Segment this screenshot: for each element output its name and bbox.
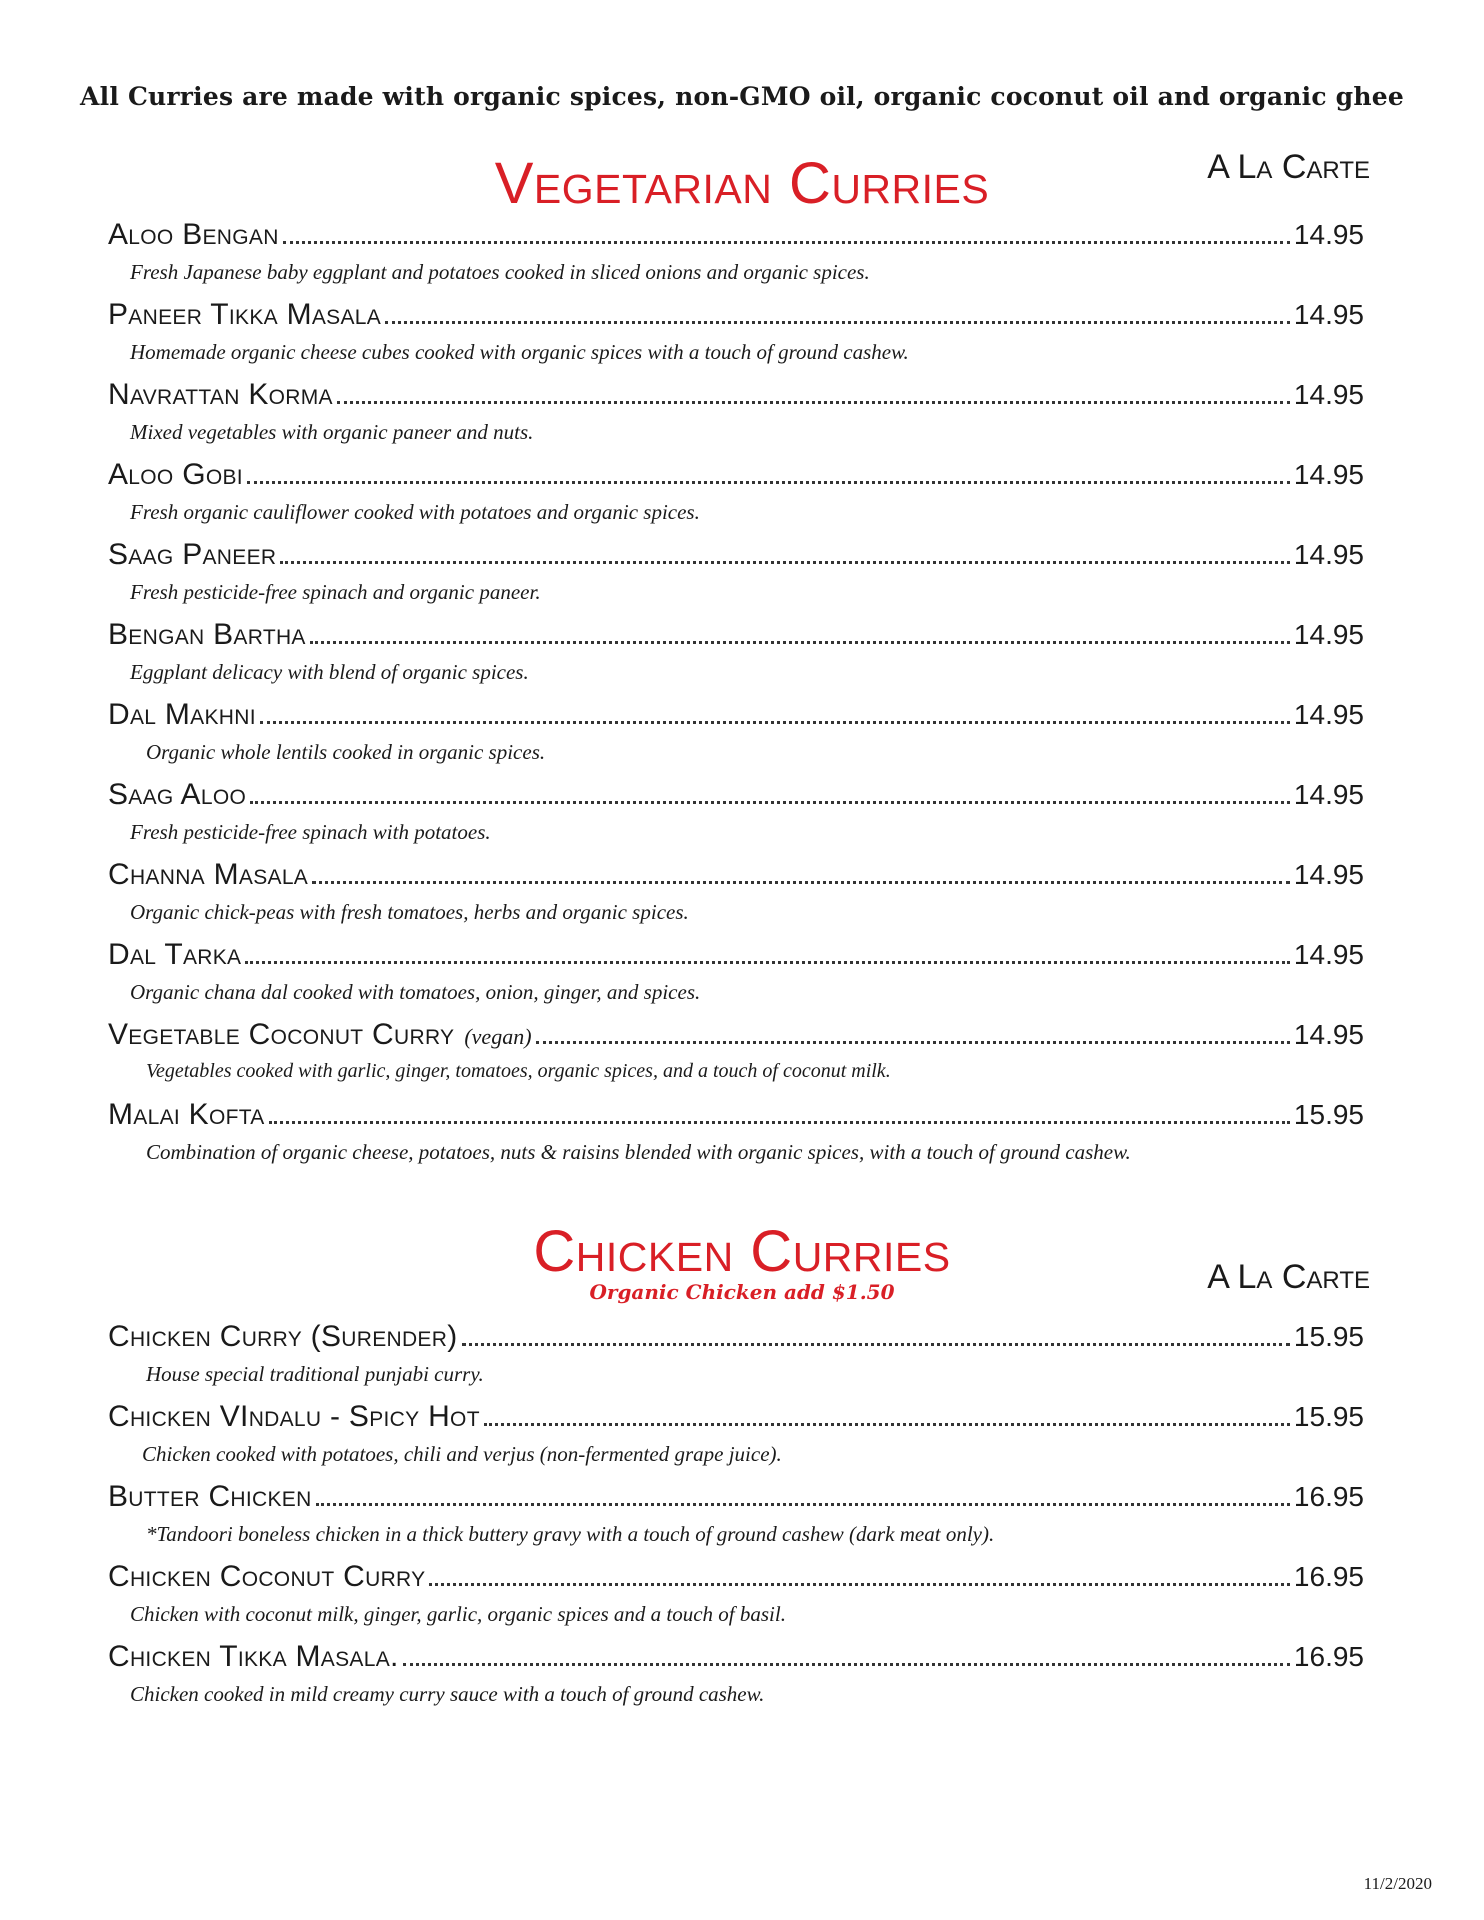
- organic-ingredients-banner: All Curries are made with organic spices, non-GMO oil, organic coconut oil and organic ghee: [80, 82, 1404, 111]
- dot-leader: [280, 555, 1290, 564]
- menu-item: [108, 1480, 1364, 1560]
- organic-chicken-surcharge: Organic Chicken add $1.50: [589, 1280, 895, 1304]
- item-description: Fresh pesticide-free spinach with potatoes.: [130, 820, 491, 844]
- item-description: House special traditional punjabi curry.: [146, 1362, 484, 1386]
- item-name: Navrattan Korma: [108, 378, 333, 411]
- item-price: 14.95: [1293, 699, 1364, 730]
- item-name: Chicken VIndalu - Spicy Hot: [108, 1400, 480, 1433]
- menu-item: [108, 1320, 1364, 1400]
- item-name: Dal Tarka: [108, 938, 242, 971]
- item-name: Paneer Tikka Masala: [108, 298, 382, 331]
- item-price: 16.95: [1293, 1641, 1364, 1672]
- menu-item: [108, 1018, 1364, 1098]
- item-name: Chicken Coconut Curry: [108, 1560, 426, 1593]
- item-description: *Tandoori boneless chicken in a thick buttery gravy with a touch of ground cashew (dark meat only).: [146, 1522, 995, 1546]
- item-price: 16.95: [1293, 1481, 1364, 1512]
- item-description: Chicken cooked in mild creamy curry sauce with a touch of ground cashew.: [130, 1682, 765, 1706]
- dot-leader: [260, 715, 1290, 724]
- dot-leader: [283, 235, 1290, 244]
- item-description: Homemade organic cheese cubes cooked with organic spices with a touch of ground cashew.: [130, 340, 909, 364]
- item-description: Eggplant delicacy with blend of organic spices.: [130, 660, 529, 684]
- item-price: 14.95: [1293, 859, 1364, 890]
- dot-leader: [484, 1417, 1290, 1426]
- menu-item: [108, 218, 1364, 298]
- dot-leader: [250, 795, 1290, 804]
- item-price: 15.95: [1293, 1321, 1364, 1352]
- item-name: Chicken Curry (Surender): [108, 1320, 458, 1353]
- item-price: 14.95: [1293, 299, 1364, 330]
- menu-item: [108, 698, 1364, 778]
- item-description: Organic whole lentils cooked in organic spices.: [146, 740, 546, 764]
- item-name: Malai Kofta: [108, 1098, 265, 1131]
- menu-item: [108, 1640, 1364, 1720]
- item-description: Organic chana dal cooked with tomatoes, onion, ginger, and spices.: [130, 980, 701, 1004]
- item-name: Aloo Gobi: [108, 458, 243, 491]
- print-date: 11/2/2020: [1363, 1874, 1432, 1893]
- item-name: Butter Chicken: [108, 1480, 312, 1513]
- item-description: Mixed vegetables with organic paneer and nuts.: [130, 420, 534, 444]
- item-name: Chicken Tikka Masala.: [108, 1640, 399, 1673]
- menu-item: [108, 538, 1364, 618]
- item-description: Organic chick-peas with fresh tomatoes, herbs and organic spices.: [130, 900, 689, 924]
- item-description: Chicken with coconut milk, ginger, garlic, organic spices and a touch of basil.: [130, 1602, 786, 1626]
- item-price: 14.95: [1293, 779, 1364, 810]
- dot-leader: [310, 635, 1290, 644]
- item-price: 16.95: [1293, 1561, 1364, 1592]
- item-name: Vegetable Coconut Curry: [108, 1018, 455, 1051]
- dot-leader: [269, 1115, 1290, 1124]
- item-name: Aloo Bengan: [108, 218, 279, 251]
- item-name: Channa Masala: [108, 858, 309, 891]
- item-price: 15.95: [1293, 1401, 1364, 1432]
- chicken-section-title: Chicken Curries: [533, 1219, 951, 1284]
- menu-item: [108, 618, 1364, 698]
- vegetarian-menu-list: [108, 218, 1364, 1178]
- menu-item: [108, 778, 1364, 858]
- item-price: 14.95: [1293, 939, 1364, 970]
- item-price: 14.95: [1293, 219, 1364, 250]
- item-description: Fresh organic cauliflower cooked with potatoes and organic spices.: [130, 500, 700, 524]
- dot-leader: [536, 1035, 1290, 1044]
- vegetarian-a-la-carte-label: A La Carte: [1207, 148, 1370, 186]
- item-price: 14.95: [1293, 539, 1364, 570]
- menu-item: [108, 378, 1364, 458]
- dot-leader: [316, 1497, 1290, 1506]
- item-price: 14.95: [1293, 1019, 1364, 1050]
- item-name: Dal Makhni: [108, 698, 256, 731]
- item-description: Fresh Japanese baby eggplant and potatoes cooked in sliced onions and organic spices.: [130, 260, 870, 284]
- item-price: 14.95: [1293, 379, 1364, 410]
- item-name: Saag Aloo: [108, 778, 247, 811]
- dot-leader: [337, 395, 1290, 404]
- chicken-menu-list: [108, 1320, 1364, 1720]
- menu-item: [108, 298, 1364, 378]
- dot-leader: [245, 955, 1290, 964]
- menu-item: [108, 1560, 1364, 1640]
- menu-item: [108, 458, 1364, 538]
- item-price: 14.95: [1293, 619, 1364, 650]
- vegetarian-section-title: Vegetarian Curries: [494, 151, 990, 216]
- item-price: 15.95: [1293, 1099, 1364, 1130]
- dot-leader: [403, 1657, 1290, 1666]
- item-name: Saag Paneer: [108, 538, 277, 571]
- menu-item: [108, 858, 1364, 938]
- item-description: Combination of organic cheese, potatoes, nuts & raisins blended with organic spices, with a touch of ground cashew.: [146, 1140, 1131, 1164]
- item-description: Fresh pesticide-free spinach and organic paneer.: [130, 580, 541, 604]
- menu-item: [108, 938, 1364, 1018]
- chicken-a-la-carte-label: A La Carte: [1207, 1258, 1370, 1296]
- item-name: Bengan Bartha: [108, 618, 306, 651]
- item-description: Vegetables cooked with garlic, ginger, tomatoes, organic spices, and a touch of coconut milk.: [146, 1060, 891, 1082]
- item-description: Chicken cooked with potatoes, chili and verjus (non-fermented grape juice).: [142, 1442, 782, 1466]
- menu-item: [108, 1400, 1364, 1480]
- dot-leader: [429, 1577, 1289, 1586]
- item-note: (vegan): [464, 1024, 532, 1049]
- dot-leader: [385, 315, 1290, 324]
- dot-leader: [462, 1337, 1290, 1346]
- dot-leader: [247, 475, 1290, 484]
- menu-item: [108, 1098, 1364, 1178]
- dot-leader: [312, 875, 1290, 884]
- item-price: 14.95: [1293, 459, 1364, 490]
